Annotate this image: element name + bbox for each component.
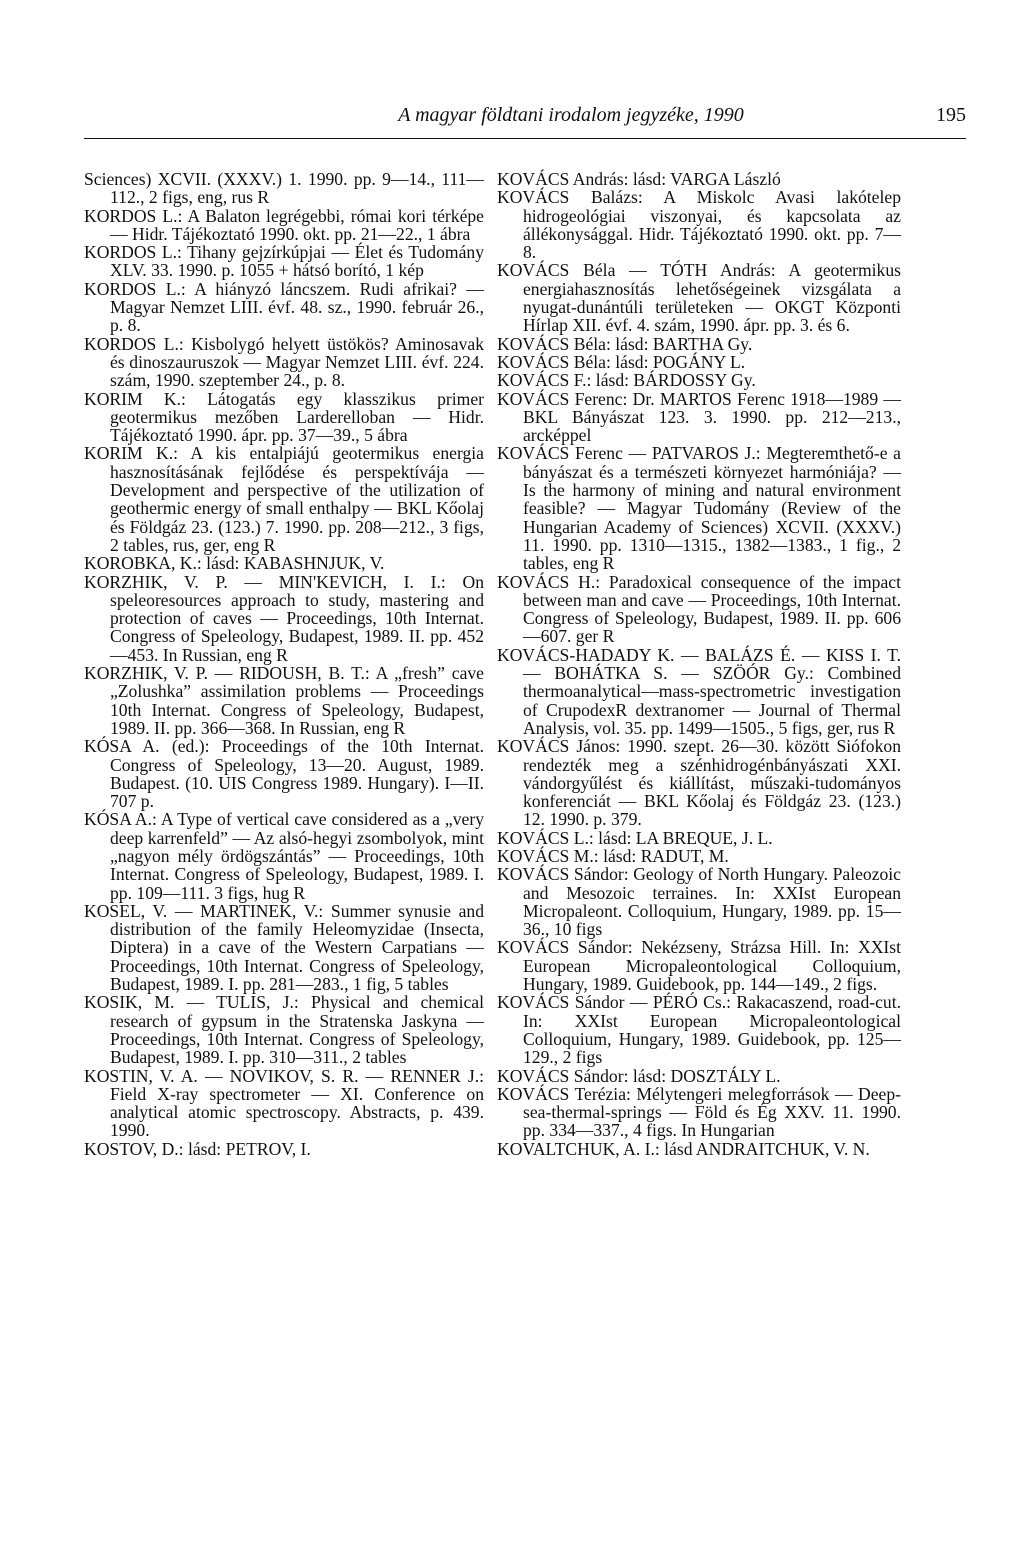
bibliography-entry: KOVÁCS Béla: lásd: POGÁNY L. bbox=[497, 351, 746, 372]
bibliography-entry: KOVÁCS M.: lásd: RADUT, M. bbox=[497, 845, 729, 866]
bibliography-entry: KOVÁCS András: lásd: VARGA László bbox=[497, 169, 781, 189]
bibliography-entry: KOVÁCS Sándor: lásd: DOSZTÁLY L. bbox=[497, 1065, 781, 1086]
bibliography-entry: KOVÁCS Ferenc — PATVAROS J.: Megteremthető-e a bányászat és a természeti környezet harmóniája? — Is the harmony of mining and natural environment feasible? — Magyar Tudomány (Review of the Hungarian Academy of Sciences) XCVII. (XXXV.) 11. 1990. pp. 1310—1315., 1382—1383., 1 fig., 2 tables, eng R bbox=[497, 443, 901, 574]
bibliography-entry: KÓSA A. (ed.): Proceedings of the 10th Internat. Congress of Speleology, 13—20. August, 1989. Budapest. (10. UIS Congress 1989. Hungary). I—II. 707 p. bbox=[84, 736, 484, 812]
bibliography-entry: KOROBKA, K.: lásd: KABASHNJUK, V. bbox=[84, 553, 385, 574]
bibliography-entry: KOVÁCS János: 1990. szept. 26—30. között Siófokon rendezték meg a szénhidrogénbányászati XXI. vándorgyűlést és kiállítást, műszaki-tudományos konferenciát — BKL Kőolaj és Földgáz 23. (123.) 12. 1990. p. 379. bbox=[497, 736, 901, 830]
bibliography-entry: KORIM K.: A kis entalpiájú geotermikus energia hasznosításának fejlődése és perspektívája — Development and perspective of the utilization of geothermic energy of small enthalpy — BKL Kőolaj és Földgáz 23. (123.) 7. 1990. pp. 208—212., 3 figs, 2 tables, rus, ger, eng R bbox=[84, 443, 484, 555]
bibliography-entry: KOVÁCS Sándor: Nekézseny, Strázsa Hill. In: XXIst European Micropaleontological Colloquium, Hungary, 1989. Guidebook, pp. 144—149., 2 figs. bbox=[497, 937, 901, 995]
bibliography-entry: KOVÁCS Sándor — PÉRÓ Cs.: Rakacaszend, road-cut. In: XXIst European Micropaleontological Colloquium, Hungary, 1989. Guidebook, pp. 125—129., 2 figs bbox=[497, 992, 901, 1068]
running-title: A magyar földtani irodalom jegyzéke, 1990 bbox=[398, 104, 744, 126]
bibliography-entry: KOVÁCS H.: Paradoxical consequence of the impact between man and cave — Proceedings, 10th Internat. Congress of Speleology, Budapest, 1989. II. pp. 606—607. ger R bbox=[497, 571, 901, 647]
left-column bbox=[84, 170, 484, 1158]
bibliography-entry: KOVÁCS L.: lásd: LA BREQUE, J. L. bbox=[497, 827, 773, 848]
bibliography-entry: KORZHIK, V. P. — RIDOUSH, B. T.: A „fresh” cave „Zolushka” assimilation problems — Proceedings 10th Internat. Congress of Speleology, Budapest, 1989. II. pp. 366—368. In Russian, eng R bbox=[84, 663, 484, 738]
bibliography-entry: KÓSA A.: A Type of vertical cave considered as a „very deep karrenfeld” — Az alsó-hegyi zsombolyok, mint „nagyon mély ördögszántás” — Proceedings, 10th Internat. Congress of Speleology, Budapest, 1989. I. pp. 109—111. 3 figs, hug R bbox=[84, 809, 484, 903]
bibliography-entry: KOVÁCS F.: lásd: BÁRDOSSY Gy. bbox=[497, 370, 756, 391]
bibliography-entry: KORDOS L.: A hiányzó láncszem. Rudi afrikai? — Magyar Nemzet LIII. évf. 48. sz., 1990. február 26., p. 8. bbox=[84, 278, 484, 336]
bibliography-entry: KORZHIK, V. P. — MIN'KEVICH, I. I.: On speleoresources approach to study, mastering and protection of caves — Proceedings, 10th Internat. Congress of Speleology, Budapest, 1989. II. pp. 452—453. In Russian, eng R bbox=[84, 571, 484, 665]
bibliography-entry: KORDOS L.: A Balaton legrégebbi, római kori térképe — Hidr. Tájékoztató 1990. okt. pp. 21—22., 1 ábra bbox=[84, 205, 484, 244]
bibliography-entry: KOVÁCS Terézia: Mélytengeri melegforrások — Deep-sea-thermal-springs — Föld és Ég XXV. 11. 1990. pp. 334—337., 4 figs. In Hungarian bbox=[497, 1083, 901, 1141]
bibliography-entry: KORDOS L.: Tihany gejzírkúpjai — Élet és Tudomány XLV. 33. 1990. p. 1055 + hátsó borító, 1 kép bbox=[84, 242, 484, 281]
bibliography-entry: Sciences) XCVII. (XXXV.) 1. 1990. pp. 9—14., 111—112., 2 figs, eng, rus R bbox=[84, 169, 484, 208]
page-number: 195 bbox=[936, 104, 966, 126]
bibliography-entry: KOSTIN, V. A. — NOVIKOV, S. R. — RENNER J.: Field X-ray spectrometer — XI. Conference on analytical atomic spectroscopy. Abstracts, p. 439. 1990. bbox=[84, 1065, 484, 1141]
bibliography-entry: KOVÁCS Béla — TÓTH András: A geotermikus energiahasznosítás lehetőségeinek vizsgálata a nyugat-dunántúli területeken — OKGT Központi Hírlap XII. évf. 4. szám, 1990. ápr. pp. 3. és 6. bbox=[497, 260, 901, 336]
bibliography-entry: KOVÁCS Béla: lásd: BARTHA Gy. bbox=[497, 333, 753, 354]
bibliography-entry: KOSTOV, D.: lásd: PETROV, I. bbox=[84, 1138, 311, 1159]
bibliography-entry: KOSIK, M. — TULIS, J.: Physical and chemical research of gypsum in the Stratenska Jaskyna — Proceedings, 10th Internat. Congress of Speleology, Budapest, 1989. I. pp. 310—311., 2 tables bbox=[84, 992, 484, 1068]
bibliography-entry: KOVÁCS Ferenc: Dr. MARTOS Ferenc 1918—1989 — BKL Bányászat 123. 3. 1990. pp. 212—213., arcképpel bbox=[497, 388, 901, 446]
bibliography-entry: KOVÁCS-HADADY K. — BALÁZS É. — KISS I. T. — BOHÁTKA S. — SZÖÓR Gy.: Combined thermoanalytical—mass-spectrometric investigation of CrupodexR dextranomer — Journal of Thermal Analysis, vol. 35. pp. 1499—1505., 5 figs, ger, rus R bbox=[497, 644, 901, 738]
bibliography-entry: KOVÁCS Sándor: Geology of North Hungary. Paleozoic and Mesozoic terraines. In: XXIst European Micropaleont. Colloquium, Hungary, 1989. pp. 15—36., 10 figs bbox=[497, 864, 901, 940]
bibliography-entry: KOSEL, V. — MARTINEK, V.: Summer synusie and distribution of the family Heleomyzidae (Insecta, Diptera) in a cave of the Western Carpatians — Proceedings, 10th Internat. Congress of Speleology, Budapest, 1989. I. pp. 281—283., 1 fig, 5 tables bbox=[84, 900, 484, 995]
right-column bbox=[497, 170, 901, 1158]
bibliography-entry: KOVÁCS Balázs: A Miskolc Avasi lakótelep hidrogeológiai viszonyai, és kapcsolata az állékonysággal. Hidr. Tájékoztató 1990. okt. pp. 7—8. bbox=[497, 187, 901, 263]
bibliography-entry: KOVALTCHUK, A. I.: lásd ANDRAITCHUK, V. N. bbox=[497, 1138, 870, 1159]
bibliography-entry: KORDOS L.: Kisbolygó helyett üstökös? Aminosavak és dinoszauruszok — Magyar Nemzet LIII. évf. 224. szám, 1990. szeptember 24., p. 8. bbox=[84, 333, 484, 391]
bibliography-entry: KORIM K.: Látogatás egy klasszikus primer geotermikus mezőben Larderelloban — Hidr. Tájékoztató 1990. ápr. pp. 37—39., 5 ábra bbox=[84, 388, 484, 446]
running-head bbox=[84, 100, 966, 139]
